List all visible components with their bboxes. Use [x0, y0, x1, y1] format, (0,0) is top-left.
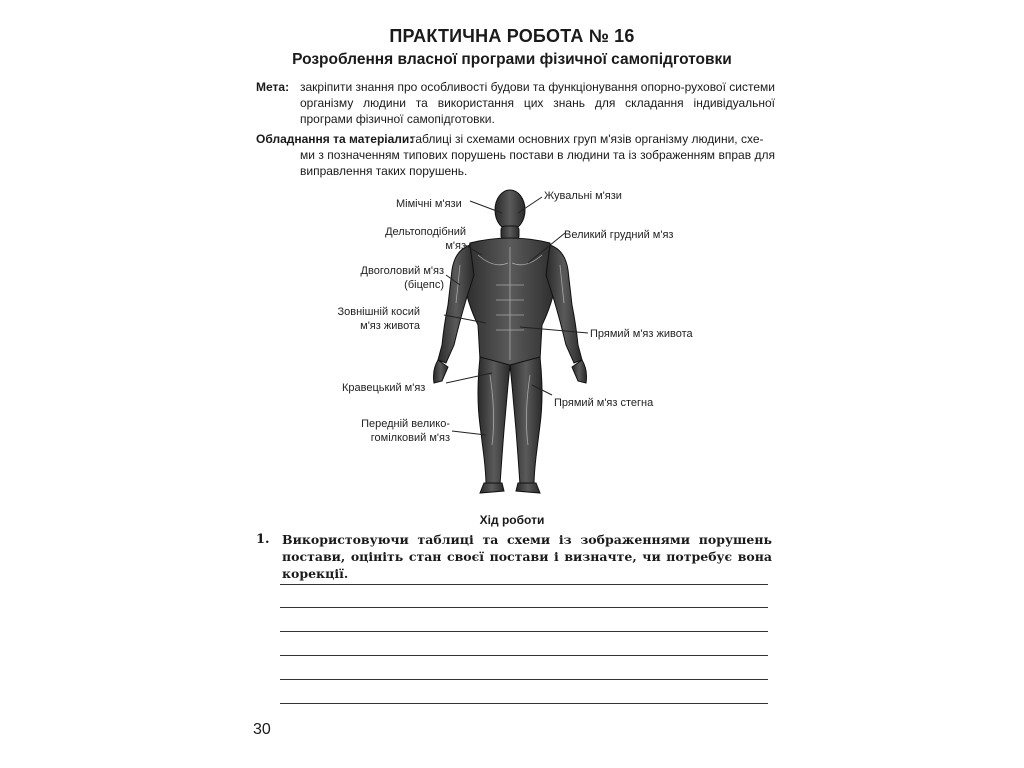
equipment-label: Обладнання та матеріали:: [256, 132, 414, 146]
answer-line-6[interactable]: [280, 703, 768, 704]
task-1-text: Використовуючи таблиці та схеми із зображеннями порушень постави, оцініть стан своєї постави і визначте, чи потребує вона корекції.: [282, 532, 772, 581]
equipment-text-rest: ми з позначенням типових порушень постави в людини та із зображенням вправ для виправлення таких порушень.: [300, 148, 775, 178]
task-1-number: 1.: [256, 532, 270, 547]
label-chewing-muscles: Жувальні м'язи: [544, 190, 622, 202]
label-external-oblique-line2: м'яз живота: [360, 320, 420, 332]
label-deltoid-line2: м'яз: [445, 240, 466, 252]
label-sartorius: Кравецький м'яз: [342, 382, 426, 394]
label-deltoid: [372, 225, 466, 253]
label-mimic-muscles: Мімічні м'язи: [396, 198, 462, 210]
page-number: 30: [253, 721, 271, 738]
label-external-oblique: [326, 305, 420, 333]
label-biceps-line1: Двоголовий м'яз: [360, 265, 444, 277]
goal-text: закріпити знання про особливості будови та функціонування опорно-рухової системи організму людини та використання цих знань для складання індивідуальної програми фізичної самопідготовки.: [300, 80, 775, 126]
label-rectus-abdominis: Прямий м'яз живота: [590, 328, 693, 340]
goal-label: Мета:: [256, 80, 290, 94]
procedure-heading: Хід роботи: [479, 513, 545, 527]
answer-line-4[interactable]: [280, 655, 768, 656]
answer-line-5[interactable]: [280, 679, 768, 680]
label-pectoral: Великий грудний м'яз: [564, 229, 674, 241]
label-external-oblique-line1: Зовнішній косий: [337, 306, 420, 318]
label-tibialis-anterior-line2: гомілковий м'яз: [370, 432, 450, 444]
label-tibialis-anterior-line1: Передній велико-: [361, 418, 450, 430]
answer-line-3[interactable]: [280, 631, 768, 632]
label-biceps: [350, 264, 444, 292]
equipment-text-line1: таблиці зі схемами основних груп м'язів організму людини, схе-: [410, 132, 764, 146]
page-subtitle: Розроблення власної програми фізичної самопідготовки: [292, 51, 732, 68]
answer-line-1[interactable]: [280, 584, 768, 585]
label-deltoid-line1: Дельтоподібний: [385, 226, 466, 238]
page-title: ПРАКТИЧНА РОБОТА № 16: [389, 26, 635, 46]
answer-line-2[interactable]: [280, 607, 768, 608]
label-tibialis-anterior: [342, 417, 450, 445]
label-rectus-femoris: Прямий м'яз стегна: [554, 397, 654, 409]
label-biceps-line2: (біцепс): [404, 279, 444, 291]
muscle-diagram: [320, 185, 720, 505]
